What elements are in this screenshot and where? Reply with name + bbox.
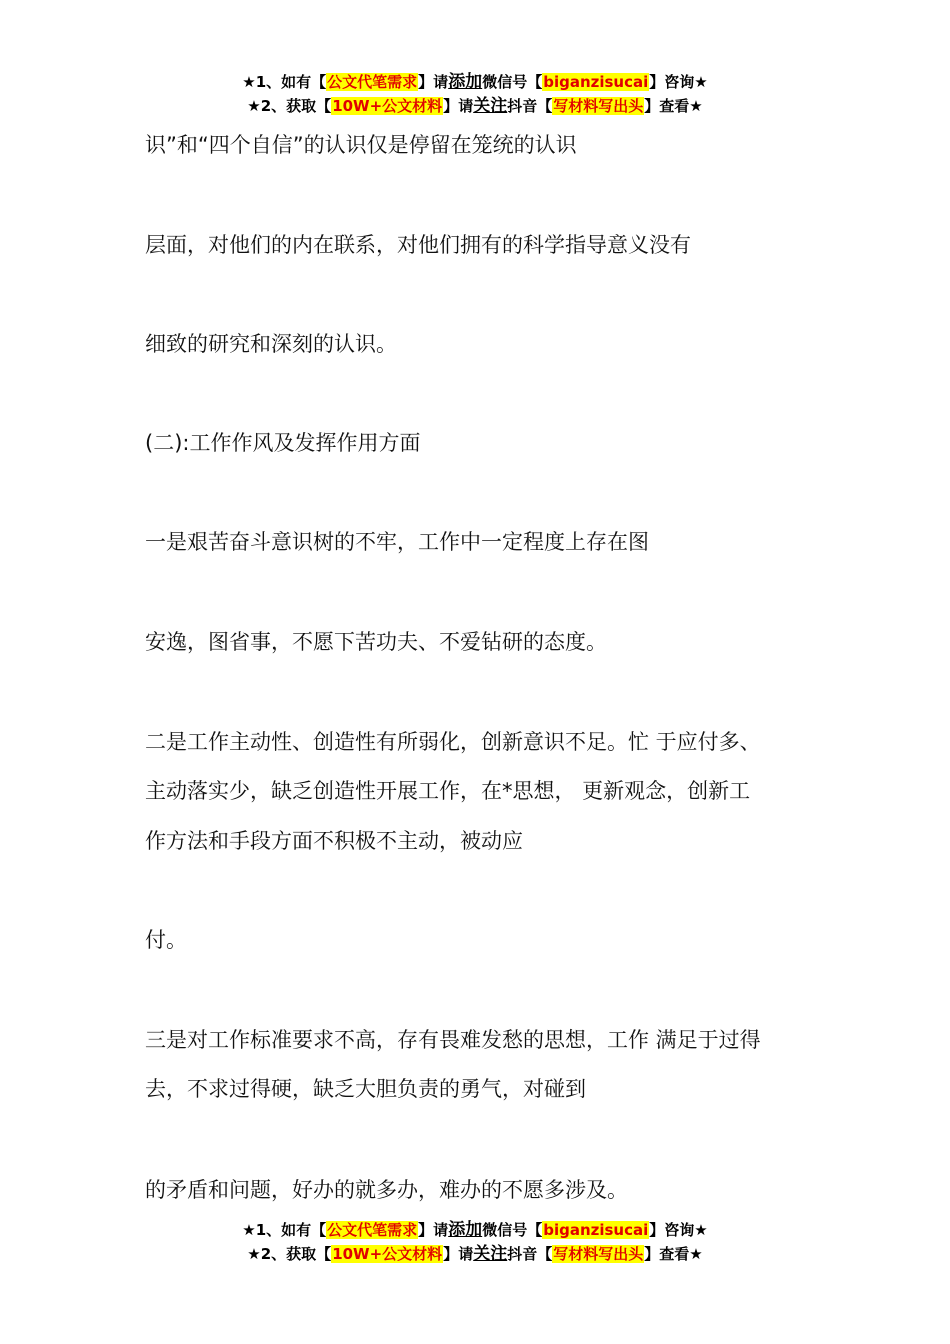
highlight-douyin-id: 写材料写出头 [553, 1245, 644, 1263]
body-line-5: 一是艰苦奋斗意识树的不牢，工作中一定程度上存在图 [145, 530, 649, 554]
banner-text: 】查看★ [644, 1245, 703, 1263]
body-line-1: 识”和“四个自信”的认识仅是停留在笼统的认识 [145, 133, 577, 157]
banner-underline-add: 添加 [448, 72, 483, 92]
banner-text: 】请 [418, 1221, 449, 1239]
highlight-materials: 10W+公文材料 [332, 97, 443, 115]
banner-text: ★1、如有【 [242, 73, 327, 91]
banner-text: 】咨询★ [649, 73, 708, 91]
body-line-6: 安逸，图省事，不愿下苦功夫、不爱钻研的态度。 [145, 630, 607, 654]
banner-underline-add: 添加 [448, 1220, 483, 1240]
banner-line-1 [0, 1218, 950, 1242]
body-line-3: 细致的研究和深刻的认识。 [145, 332, 397, 356]
banner-text: 】请 [443, 1245, 474, 1263]
banner-underline-follow: 关注 [473, 96, 508, 116]
highlight-wechat-id: biganzisucai [543, 73, 649, 91]
banner-text: 】咨询★ [649, 1221, 708, 1239]
body-line-2: 层面，对他们的内在联系，对他们拥有的科学指导意义没有 [145, 233, 691, 257]
highlight-materials: 10W+公文材料 [332, 1245, 443, 1263]
highlight-ghostwriting: 公文代笔需求 [327, 1221, 418, 1239]
section-heading: (二):工作作风及发挥作用方面 [145, 431, 421, 455]
banner-text: 】查看★ [644, 97, 703, 115]
banner-line-1 [0, 70, 950, 94]
banner-line-2 [0, 1242, 950, 1266]
banner-line-2 [0, 94, 950, 118]
body-line-9: 作方法和手段方面不积极不主动，被动应 [145, 829, 523, 853]
banner-underline-follow: 关注 [473, 1244, 508, 1264]
body-line-13: 的矛盾和问题，好办的就多办，难办的不愿多涉及。 [145, 1178, 628, 1202]
body-line-7: 二是工作主动性、创造性有所弱化，创新意识不足。忙 于应付多、 [145, 730, 761, 754]
banner-text: ★2、获取【 [247, 1245, 332, 1263]
highlight-douyin-id: 写材料写出头 [553, 97, 644, 115]
highlight-ghostwriting: 公文代笔需求 [327, 73, 418, 91]
header-banner [0, 70, 950, 118]
banner-text: 抖音【 [507, 97, 553, 115]
banner-text: 微信号【 [482, 1221, 543, 1239]
footer-banner [0, 1218, 950, 1266]
banner-text: 抖音【 [507, 1245, 553, 1263]
banner-text: ★1、如有【 [242, 1221, 327, 1239]
body-line-12: 去，不求过得硬，缺乏大胆负责的勇气，对碰到 [145, 1077, 586, 1101]
highlight-wechat-id: biganzisucai [543, 1221, 649, 1239]
banner-text: ★2、获取【 [247, 97, 332, 115]
banner-text: 】请 [443, 97, 474, 115]
banner-text: 】请 [418, 73, 449, 91]
banner-text: 微信号【 [482, 73, 543, 91]
body-line-8: 主动落实少，缺乏创造性开展工作，在*思想， 更新观念，创新工 [145, 779, 751, 803]
body-line-10: 付。 [145, 928, 187, 952]
body-line-11: 三是对工作标准要求不高，存有畏难发愁的思想，工作 满足于过得 [145, 1028, 761, 1052]
